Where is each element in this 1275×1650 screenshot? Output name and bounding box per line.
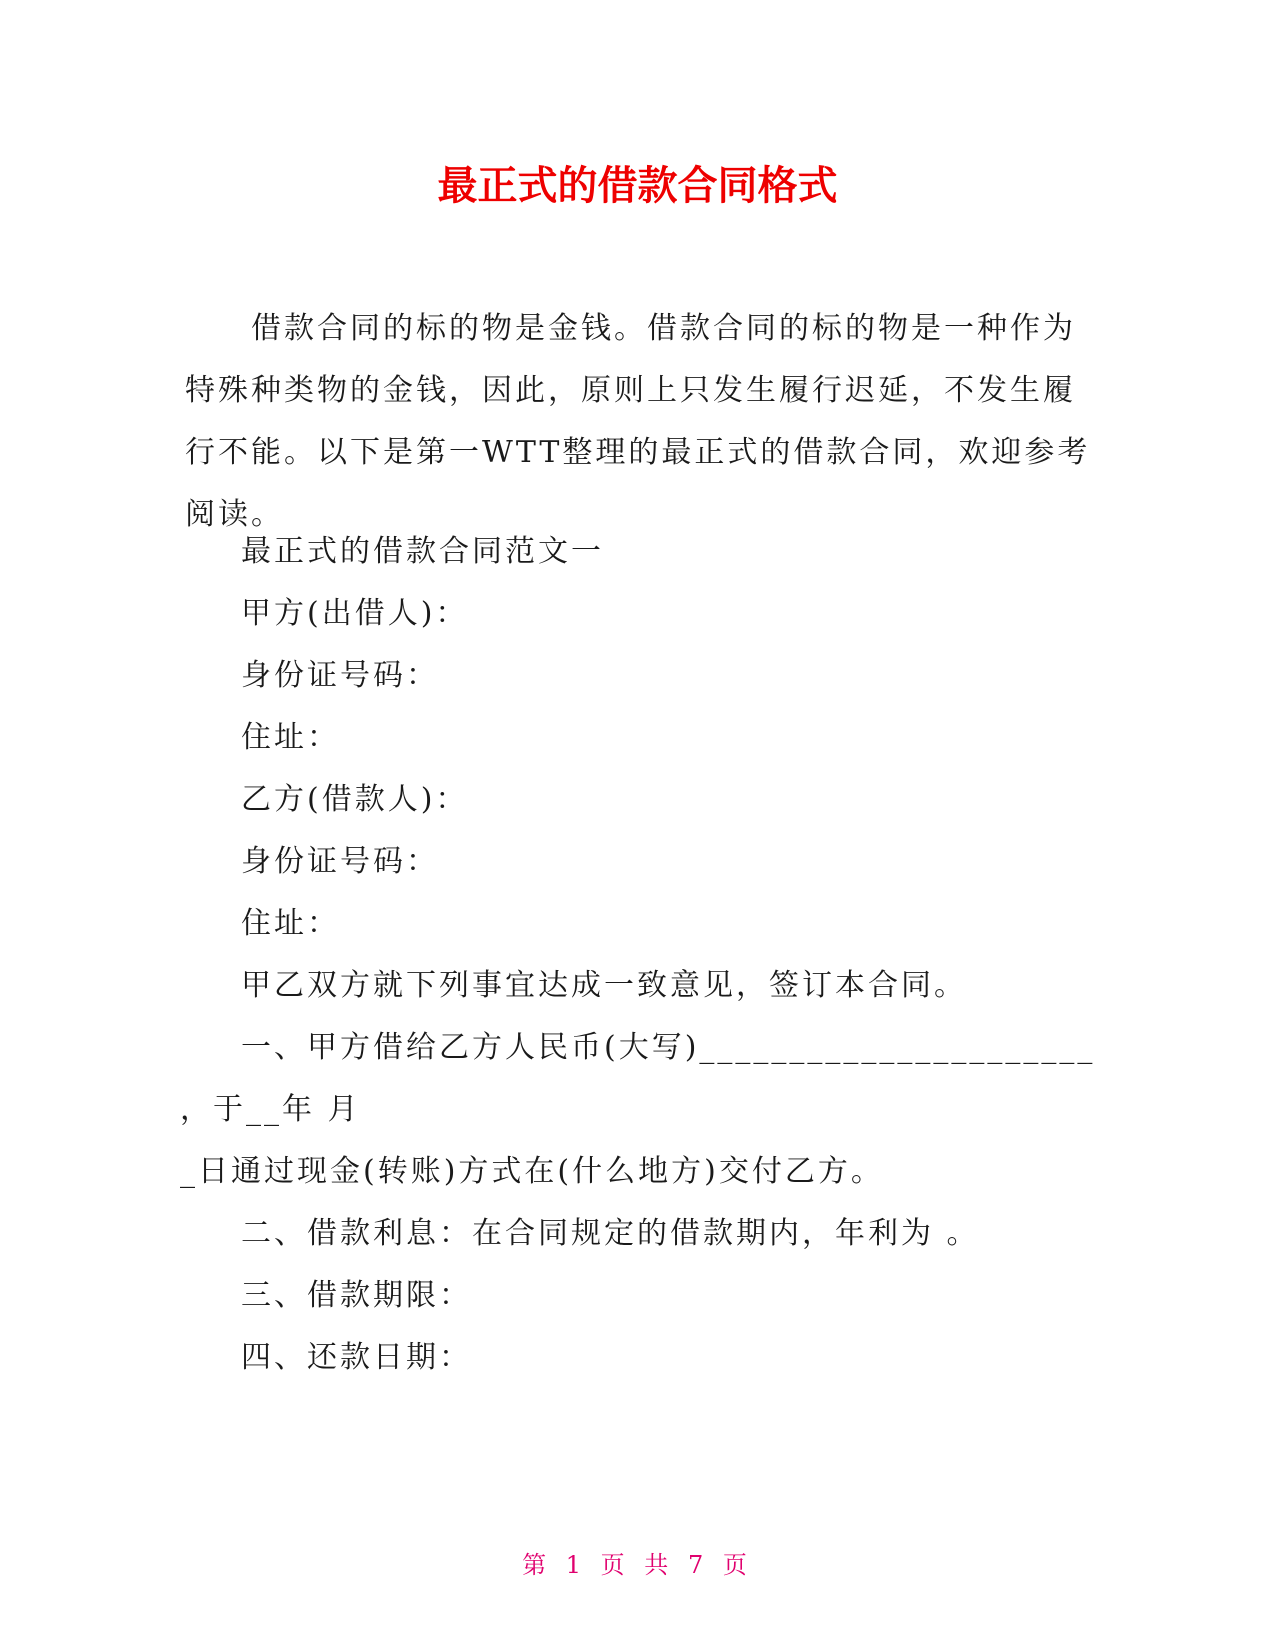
party-b-address-label: 住址： [241,906,340,941]
clause-4-repayment-date: 四、还款日期： [241,1340,472,1375]
party-a-label: 甲方(出借人)： [241,596,469,631]
clause-1-payment-line: _日通过现金(转账)方式在(什么地方)交付乙方。 [180,1154,884,1189]
clause-1-line: 一、甲方借给乙方人民币(大写)______________________ [241,1030,1096,1065]
intro-line: 借款合同的标的物是金钱。借款合同的标的物是一种作为 [251,311,1076,346]
section-title: 最正式的借款合同范文一 [241,534,604,569]
party-a-address-label: 住址： [241,720,340,755]
document-title: 最正式的借款合同格式 [437,163,838,209]
intro-paragraph [185,298,1091,546]
clause-2-interest: 二、借款利息：在合同规定的借款期内，年利为 。 [241,1216,980,1251]
party-b-label: 乙方(借款人)： [241,782,469,817]
agreement-statement: 甲乙双方就下列事宜达成一致意见，签订本合同。 [241,968,967,1003]
intro-line: 行不能。以下是第一WTT整理的最正式的借款合同，欢迎参考 [185,435,1091,470]
clause-3-term: 三、借款期限： [241,1278,472,1313]
party-b-id-label: 身份证号码： [241,844,439,879]
party-a-id-label: 身份证号码： [241,658,439,693]
intro-line: 特殊种类物的金钱，因此，原则上只发生履行迟延，不发生履 [185,373,1076,408]
intro-line: 阅读。 [185,497,284,532]
clause-1-date-line: ，于__年 月 [180,1092,361,1127]
page-footer: 第 1 页 共 7 页 [522,1551,753,1579]
